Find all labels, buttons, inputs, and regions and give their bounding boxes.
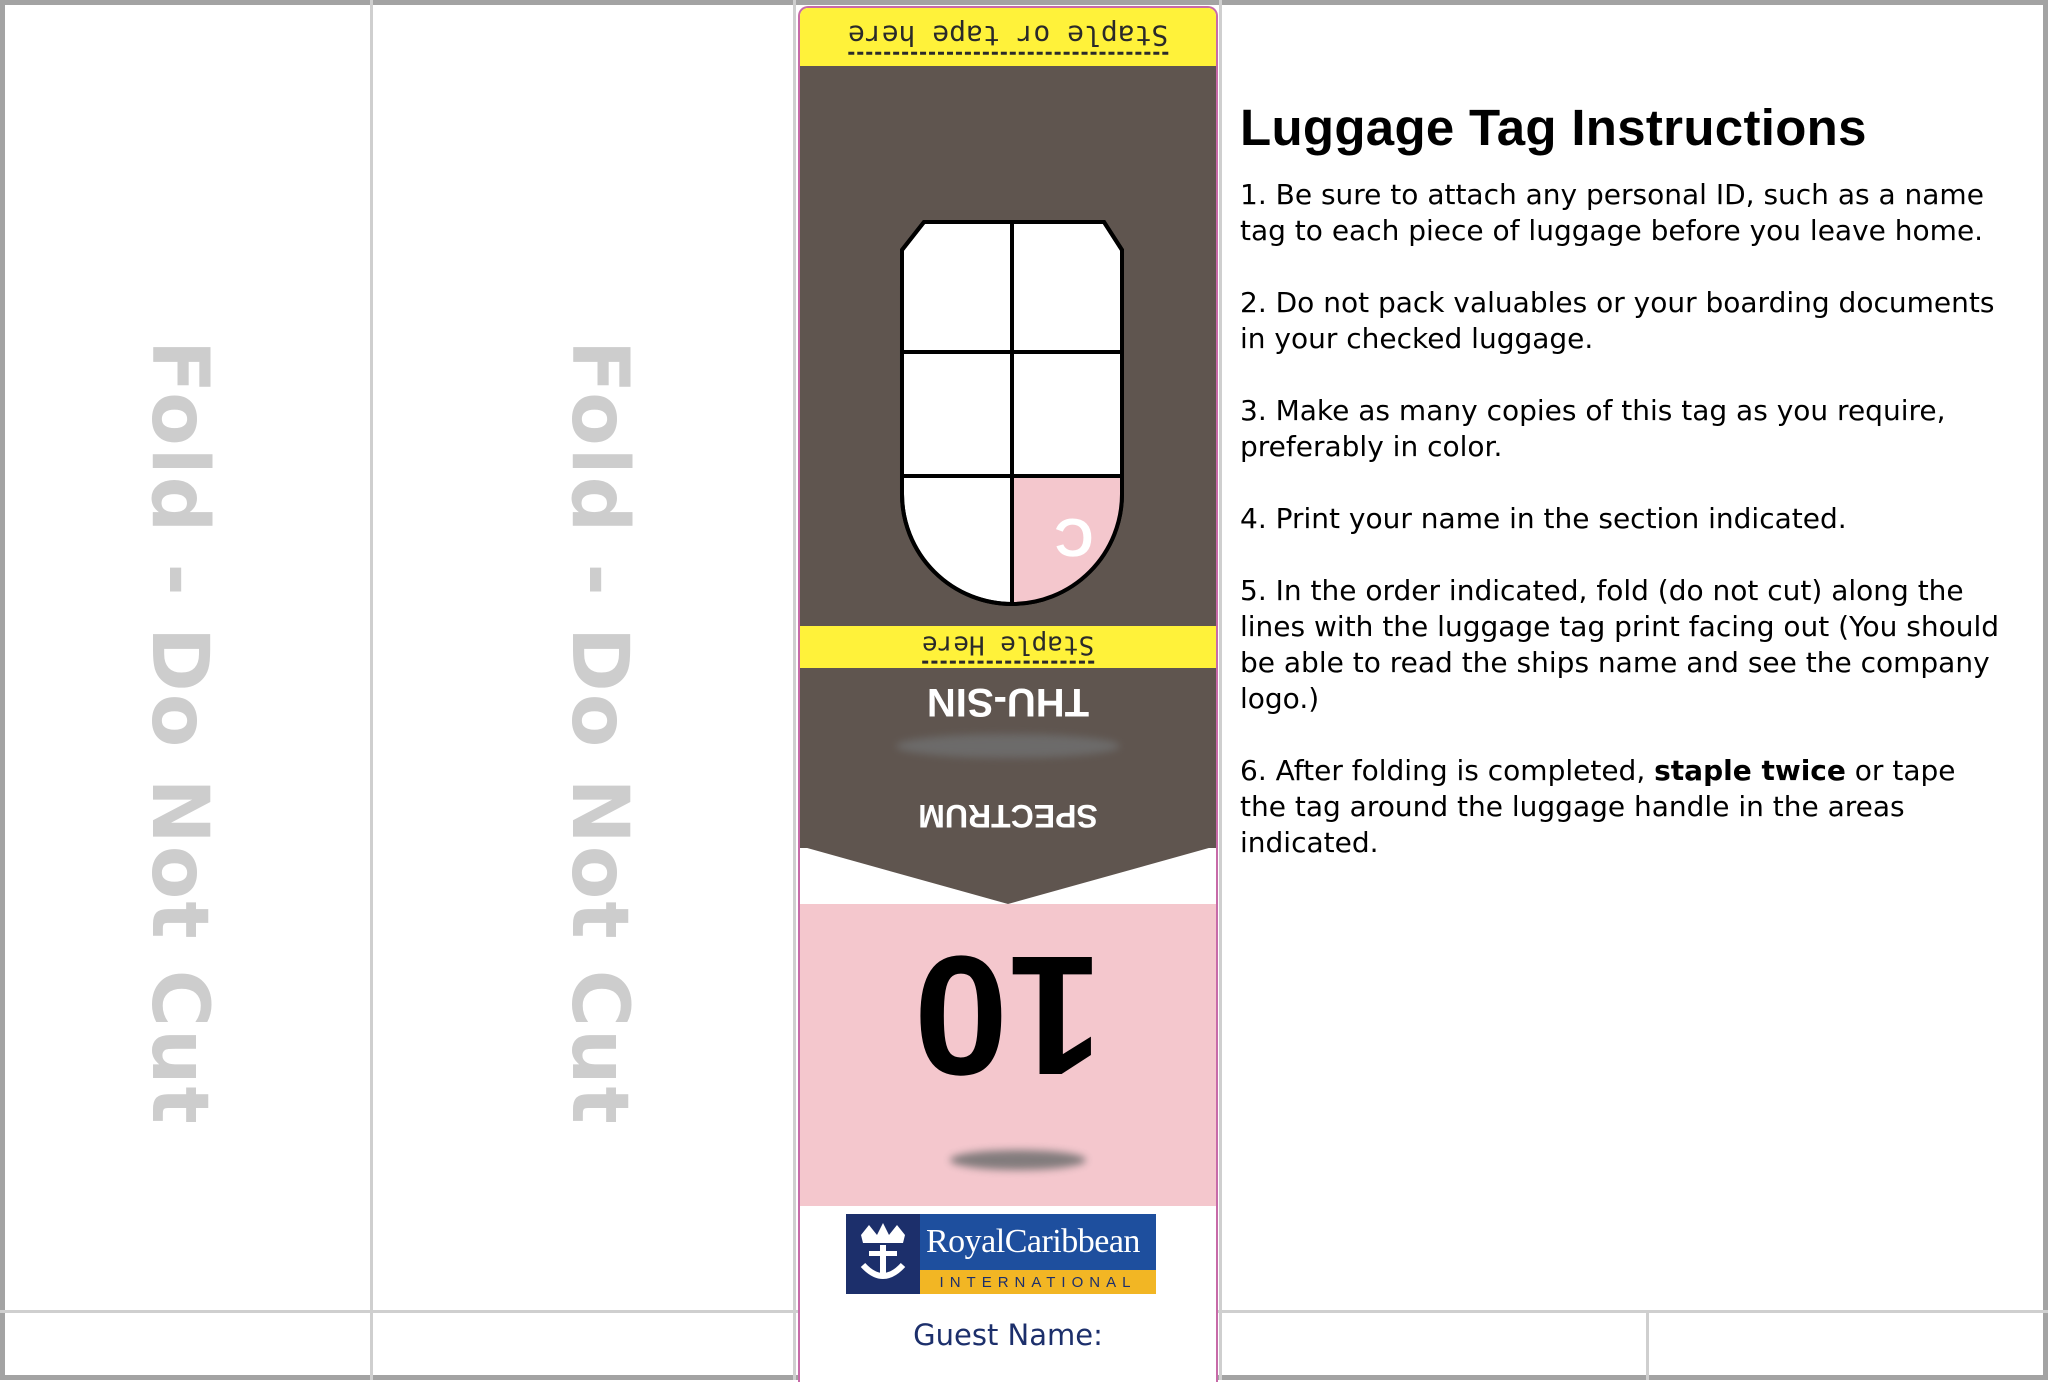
luggage-tag — [798, 6, 1218, 1382]
instruction-6-after: or tape the tag around the luggage handle in the areas indicated. — [1240, 754, 1956, 859]
instruction-6-before: 6. After folding is completed, — [1240, 754, 1655, 787]
staple-middle-label: Staple Here — [922, 630, 1094, 664]
instruction-item-1: 1. Be sure to attach any personal ID, such as a name tag to each piece of luggage before you leave home. — [1240, 178, 1984, 247]
logo-tagline: INTERNATIONAL — [920, 1270, 1156, 1294]
instruction-6-emphasis: staple twice — [1654, 754, 1846, 787]
fold-label-1: Fold - Do Not Cut — [134, 340, 224, 1126]
ship-name: SPECTRUM — [918, 798, 1098, 834]
redacted-text-lower — [950, 1150, 1086, 1170]
royal-caribbean-logo — [846, 1214, 1156, 1294]
instruction-item-6 — [1240, 753, 2000, 861]
instructions-title: Luggage Tag Instructions — [1240, 99, 1867, 156]
redacted-text — [896, 734, 1120, 758]
staple-top-label: Staple or tape here — [848, 19, 1168, 55]
instruction-item-3: 3. Make as many copies of this tag as you require, preferably in color. — [1240, 394, 1946, 463]
fold-line-1 — [370, 0, 373, 1380]
fold-label-2: Fold - Do Not Cut — [554, 340, 644, 1126]
fold-line-2 — [793, 0, 796, 1380]
instruction-item-5: 5. In the order indicated, fold (do not cut) along the lines with the luggage tag print facing out (You should be able to read the ships name and see the company logo.) — [1240, 574, 2000, 715]
crown-anchor-icon — [846, 1214, 920, 1294]
instruction-item-4: 4. Print your name in the section indicated. — [1240, 502, 1847, 535]
tag-chevron — [800, 846, 1216, 908]
section-letter: C — [1054, 507, 1094, 567]
guest-name-label: Guest Name: — [913, 1318, 1103, 1352]
fold-line-3 — [1219, 0, 1222, 1380]
deck-section-diagram — [800, 8, 1216, 628]
instruction-item-2: 2. Do not pack valuables or your boarding documents in your checked luggage. — [1240, 286, 1995, 355]
instructions-panel — [1240, 98, 2020, 897]
tag-number: 10 — [913, 920, 1103, 1110]
staple-bar-middle — [800, 626, 1216, 668]
bottom-divider — [1646, 1310, 1649, 1380]
route-code: THU-SIN — [926, 680, 1090, 724]
logo-brand-name: RoyalCaribbean — [920, 1214, 1156, 1270]
